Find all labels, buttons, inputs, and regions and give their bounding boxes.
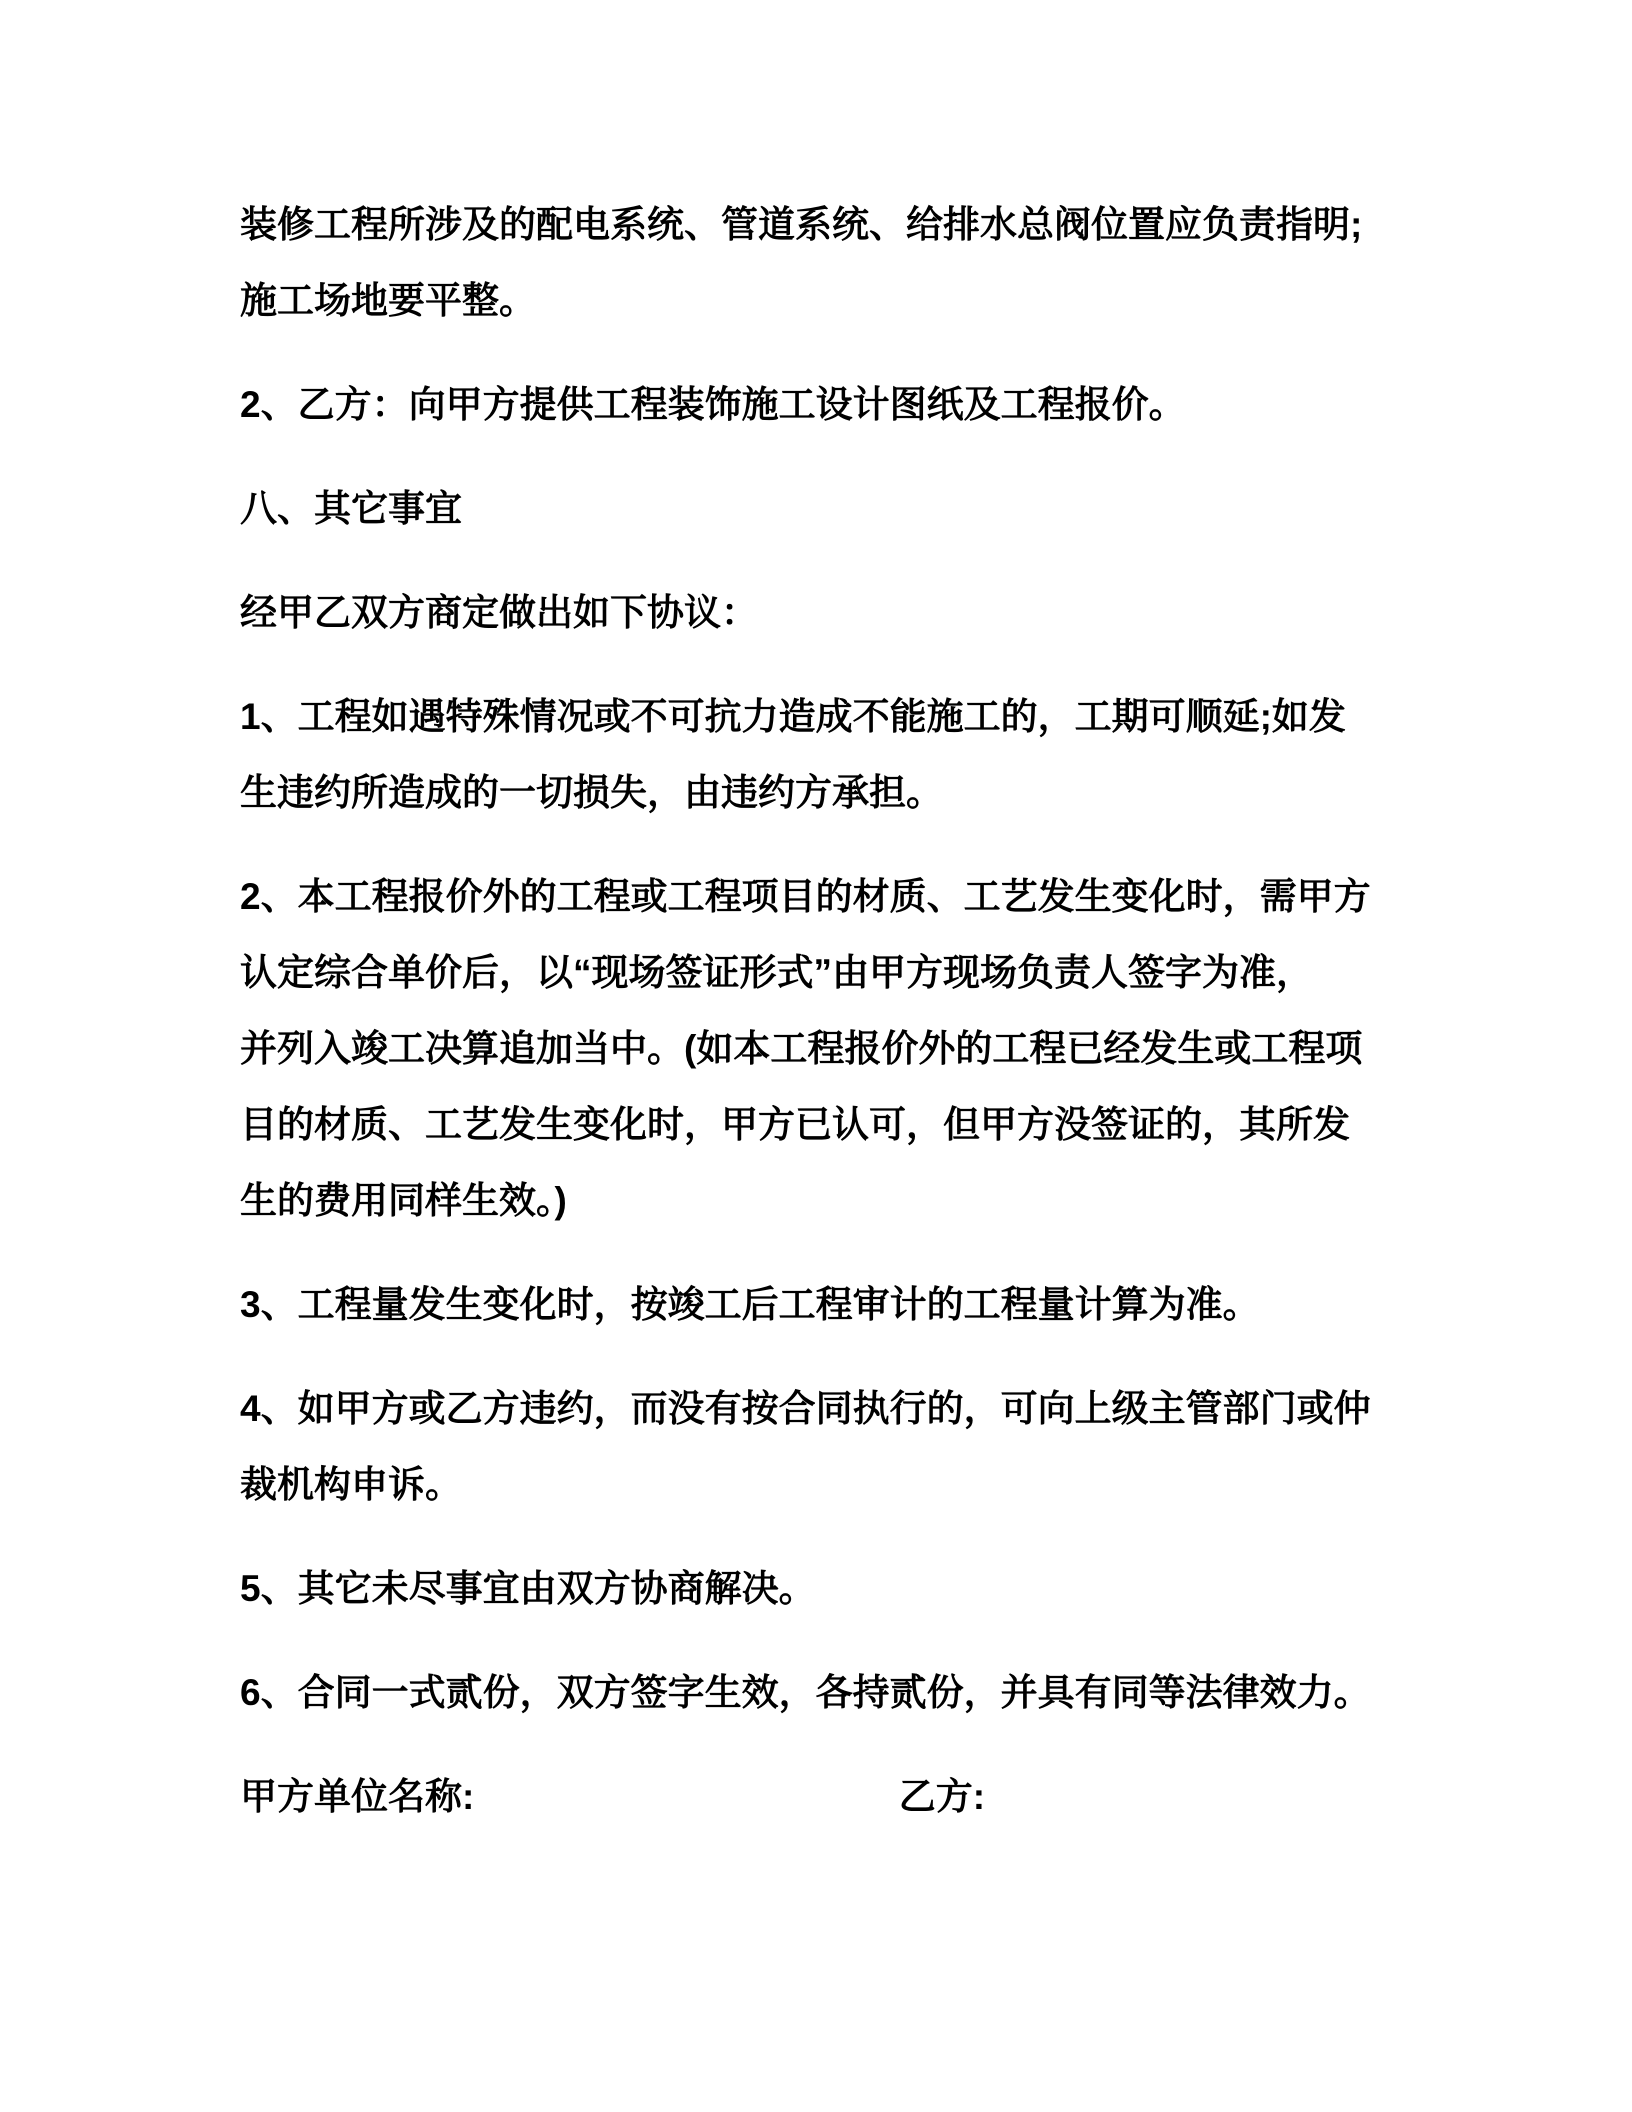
document-line: 2、乙方：向甲方提供工程装饰施工设计图纸及工程报价。 xyxy=(240,384,1186,425)
document-line: 1、工程如遇特殊情况或不可抗力造成不能施工的，工期可顺延;如发 xyxy=(240,696,1346,737)
paragraph xyxy=(240,1371,1572,1523)
document-line: 3、工程量发生变化时，按竣工后工程审计的工程量计算为准。 xyxy=(240,1284,1260,1325)
document-line: 生的费用同样生效。) xyxy=(240,1180,567,1221)
party-a-name-label: 甲方单位名称: xyxy=(240,1776,475,1817)
document-line: 5、其它未尽事宜由双方协商解决。 xyxy=(240,1568,816,1609)
document-body xyxy=(240,187,1572,1731)
document-line: 装修工程所涉及的配电系统、管道系统、给排水总阀位置应负责指明; xyxy=(240,204,1363,245)
paragraph xyxy=(240,1267,1572,1343)
paragraph xyxy=(240,471,1572,547)
paragraph xyxy=(240,1551,1572,1627)
document-line: 八、其它事宜 xyxy=(240,488,462,529)
paragraph xyxy=(240,367,1572,443)
document-line: 经甲乙双方商定做出如下协议： xyxy=(240,592,758,633)
paragraph xyxy=(240,859,1572,1239)
document-line: 2、本工程报价外的工程或工程项目的材质、工艺发生变化时，需甲方 xyxy=(240,876,1371,917)
document-line: 生违约所造成的一切损失，由违约方承担。 xyxy=(240,772,943,813)
party-b-label: 乙方: xyxy=(898,1776,986,1817)
paragraph xyxy=(240,679,1572,831)
document-line: 6、合同一式贰份，双方签字生效，各持贰份，并具有同等法律效力。 xyxy=(240,1672,1371,1713)
document-line: 4、如甲方或乙方违约，而没有按合同执行的，可向上级主管部门或仲 xyxy=(240,1388,1371,1429)
document-line: 并列入竣工决算追加当中。(如本工程报价外的工程已经发生或工程项 xyxy=(240,1028,1363,1069)
paragraph xyxy=(240,575,1572,651)
document-line: 裁机构申诉。 xyxy=(240,1464,462,1505)
document-line: 认定综合单价后，以“现场签证形式”由甲方现场负责人签字为准， xyxy=(240,952,1313,993)
paragraph xyxy=(240,1655,1572,1731)
document-line: 施工场地要平整。 xyxy=(240,280,536,321)
document-line: 目的材质、工艺发生变化时，甲方已认可，但甲方没签证的，其所发 xyxy=(240,1104,1350,1145)
paragraph xyxy=(240,187,1572,339)
signature-row xyxy=(240,1759,1572,1835)
